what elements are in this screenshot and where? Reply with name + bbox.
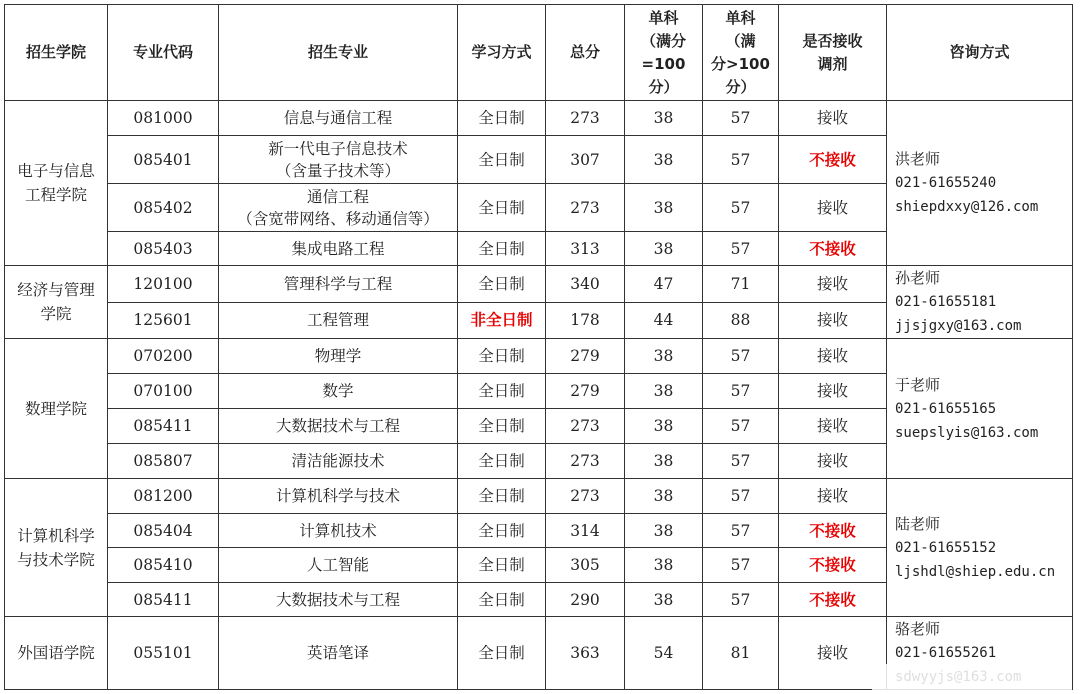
study-mode-cell: 全日制 bbox=[458, 136, 546, 184]
study-mode-cell: 全日制 bbox=[458, 514, 546, 548]
contact-cell bbox=[887, 101, 1073, 266]
major-name-line: 计算机科学与技术 bbox=[275, 487, 400, 505]
major-name-cell bbox=[219, 444, 458, 479]
adjust-status-cell: 接收 bbox=[779, 409, 887, 444]
major-name-line: 计算机技术 bbox=[299, 521, 377, 540]
adjust-status-cell: 接收 bbox=[779, 101, 887, 136]
total-score-cell: 363 bbox=[546, 617, 625, 690]
table-row bbox=[5, 479, 1073, 514]
total-score-cell: 273 bbox=[546, 409, 625, 444]
table-row bbox=[5, 266, 1073, 303]
header-line: 单科 bbox=[648, 8, 679, 27]
header-line: 单科 bbox=[725, 8, 756, 27]
single-100-score-cell: 38 bbox=[625, 374, 703, 409]
major-name-line: 信息与通信工程 bbox=[283, 109, 393, 127]
study-mode-cell: 全日制 bbox=[458, 101, 546, 136]
contact-teacher: 陆老师 bbox=[895, 514, 941, 533]
single-100-score-cell: 38 bbox=[625, 136, 703, 184]
major-name-line: 人工智能 bbox=[306, 556, 369, 574]
single-100-score-cell: 38 bbox=[625, 444, 703, 479]
contact-email[interactable]: shiepdxxy@126.com bbox=[895, 199, 1039, 215]
single-over-100-score-cell: 71 bbox=[703, 266, 779, 303]
study-mode-cell: 全日制 bbox=[458, 184, 546, 232]
header-row bbox=[5, 5, 1073, 101]
college-cell bbox=[5, 339, 108, 479]
contact-phone: 021-61655261 bbox=[895, 645, 997, 661]
major-code-cell: 085401 bbox=[108, 136, 219, 184]
major-name-cell bbox=[219, 339, 458, 374]
contact-email[interactable]: suepslyis@163.com bbox=[895, 424, 1039, 441]
study-mode-cell: 全日制 bbox=[458, 479, 546, 514]
single-100-score-cell: 44 bbox=[625, 302, 703, 339]
study-mode-cell: 全日制 bbox=[458, 617, 546, 690]
major-code-cell: 081200 bbox=[108, 479, 219, 514]
major-code-cell: 125601 bbox=[108, 302, 219, 339]
contact-teacher: 骆老师 bbox=[895, 620, 941, 638]
header-single-100 bbox=[625, 5, 703, 101]
table-row bbox=[5, 339, 1073, 374]
single-100-score-cell: 38 bbox=[625, 548, 703, 583]
major-code-cell: 085410 bbox=[108, 548, 219, 583]
adjust-status-cell: 接收 bbox=[779, 617, 887, 690]
single-over-100-score-cell: 57 bbox=[703, 101, 779, 136]
contact-cell bbox=[887, 479, 1073, 617]
major-name-cell bbox=[219, 232, 458, 266]
single-100-score-cell: 38 bbox=[625, 184, 703, 232]
total-score-cell: 273 bbox=[546, 184, 625, 232]
study-mode-cell: 非全日制 bbox=[458, 302, 546, 339]
major-name-cell bbox=[219, 617, 458, 690]
total-score-cell: 307 bbox=[546, 136, 625, 184]
adjust-status-cell: 不接收 bbox=[779, 514, 887, 548]
header-line: 分>100 bbox=[711, 54, 770, 73]
table-row bbox=[5, 101, 1073, 136]
adjust-status-cell: 接收 bbox=[779, 339, 887, 374]
single-100-score-cell: 38 bbox=[625, 583, 703, 617]
adjust-status-cell: 不接收 bbox=[779, 583, 887, 617]
single-100-score-cell: 38 bbox=[625, 232, 703, 266]
adjust-status-cell: 接收 bbox=[779, 444, 887, 479]
adjust-status-cell: 接收 bbox=[779, 184, 887, 232]
single-100-score-cell: 38 bbox=[625, 479, 703, 514]
major-code-cell: 085411 bbox=[108, 409, 219, 444]
major-code-cell: 081000 bbox=[108, 101, 219, 136]
contact-email[interactable]: jjsjgxy@163.com bbox=[895, 318, 1022, 334]
adjust-status-cell: 接收 bbox=[779, 479, 887, 514]
header-line: （满分 bbox=[640, 31, 686, 50]
study-mode-cell: 全日制 bbox=[458, 266, 546, 303]
major-name-line: 物理学 bbox=[314, 347, 362, 365]
major-name-line: 管理科学与工程 bbox=[283, 274, 393, 293]
header-adjust bbox=[779, 5, 887, 101]
major-code-cell: 085402 bbox=[108, 184, 219, 232]
single-100-score-cell: 38 bbox=[625, 101, 703, 136]
study-mode-cell: 全日制 bbox=[458, 444, 546, 479]
contact-teacher: 孙老师 bbox=[895, 269, 941, 287]
college-name-line: 外国语学院 bbox=[17, 644, 95, 662]
major-name-line: 清洁能源技术 bbox=[291, 452, 385, 470]
major-name-line: 工程管理 bbox=[306, 311, 369, 330]
single-over-100-score-cell: 57 bbox=[703, 374, 779, 409]
contact-cell bbox=[887, 339, 1073, 479]
header-line: =100 bbox=[641, 54, 686, 73]
header-major: 招生专业 bbox=[219, 5, 458, 101]
single-100-score-cell: 38 bbox=[625, 514, 703, 548]
total-score-cell: 279 bbox=[546, 339, 625, 374]
college-cell bbox=[5, 479, 108, 617]
study-mode-cell: 全日制 bbox=[458, 339, 546, 374]
single-over-100-score-cell: 57 bbox=[703, 514, 779, 548]
major-name-line: 通信工程 bbox=[306, 187, 369, 206]
header-line: 是否接收 bbox=[802, 31, 863, 50]
study-mode-cell: 全日制 bbox=[458, 374, 546, 409]
study-mode-cell: 全日制 bbox=[458, 548, 546, 583]
college-name-line: 计算机科学 bbox=[17, 526, 95, 545]
total-score-cell: 273 bbox=[546, 101, 625, 136]
major-name-line: 新一代电子信息技术 bbox=[268, 139, 408, 158]
single-over-100-score-cell: 57 bbox=[703, 409, 779, 444]
college-cell bbox=[5, 101, 108, 266]
adjust-status-cell: 接收 bbox=[779, 302, 887, 339]
major-name-line: 大数据技术与工程 bbox=[275, 590, 400, 609]
college-cell bbox=[5, 266, 108, 339]
college-cell bbox=[5, 617, 108, 690]
total-score-cell: 305 bbox=[546, 548, 625, 583]
college-name-line: 学院 bbox=[40, 305, 72, 323]
adjust-status-cell: 不接收 bbox=[779, 232, 887, 266]
major-name-line: 大数据技术与工程 bbox=[275, 417, 400, 435]
major-name-line: 英语笔译 bbox=[306, 644, 369, 662]
major-code-cell: 055101 bbox=[108, 617, 219, 690]
study-mode-cell: 全日制 bbox=[458, 409, 546, 444]
header-line: 调剂 bbox=[817, 54, 848, 73]
single-100-score-cell: 38 bbox=[625, 409, 703, 444]
major-name-cell bbox=[219, 184, 458, 232]
total-score-cell: 290 bbox=[546, 583, 625, 617]
major-name-cell bbox=[219, 548, 458, 583]
header-line: 分） bbox=[648, 77, 679, 96]
header-total: 总分 bbox=[546, 5, 625, 101]
adjust-status-cell: 接收 bbox=[779, 266, 887, 303]
major-name-cell bbox=[219, 479, 458, 514]
total-score-cell: 340 bbox=[546, 266, 625, 303]
adjust-status-cell: 接收 bbox=[779, 374, 887, 409]
major-code-cell: 070100 bbox=[108, 374, 219, 409]
single-over-100-score-cell: 57 bbox=[703, 583, 779, 617]
header-contact: 咨询方式 bbox=[887, 5, 1073, 101]
single-100-score-cell: 47 bbox=[625, 266, 703, 303]
major-code-cell: 085403 bbox=[108, 232, 219, 266]
single-over-100-score-cell: 57 bbox=[703, 479, 779, 514]
header-mode: 学习方式 bbox=[458, 5, 546, 101]
header-line: 分） bbox=[725, 77, 756, 96]
major-name-cell bbox=[219, 302, 458, 339]
major-name-cell bbox=[219, 266, 458, 303]
single-100-score-cell: 54 bbox=[625, 617, 703, 690]
college-name-line: 工程学院 bbox=[24, 186, 87, 204]
watermark-overlay bbox=[872, 664, 1072, 694]
single-over-100-score-cell: 57 bbox=[703, 184, 779, 232]
contact-teacher: 洪老师 bbox=[895, 150, 941, 168]
header-line: （满 bbox=[725, 31, 756, 50]
single-over-100-score-cell: 57 bbox=[703, 232, 779, 266]
study-mode-cell: 全日制 bbox=[458, 583, 546, 617]
major-code-cell: 085807 bbox=[108, 444, 219, 479]
major-name-line: （含量子技术等） bbox=[275, 161, 400, 180]
study-mode-cell: 全日制 bbox=[458, 232, 546, 266]
single-over-100-score-cell: 57 bbox=[703, 339, 779, 374]
major-name-cell bbox=[219, 374, 458, 409]
contact-cell bbox=[887, 266, 1073, 339]
header-college: 招生学院 bbox=[5, 5, 108, 101]
total-score-cell: 178 bbox=[546, 302, 625, 339]
total-score-cell: 273 bbox=[546, 444, 625, 479]
single-over-100-score-cell: 57 bbox=[703, 548, 779, 583]
contact-phone: 021-61655165 bbox=[895, 400, 997, 417]
header-single-over-100 bbox=[703, 5, 779, 101]
single-over-100-score-cell: 57 bbox=[703, 444, 779, 479]
college-name-line: 与技术学院 bbox=[17, 550, 95, 569]
major-code-cell: 070200 bbox=[108, 339, 219, 374]
total-score-cell: 273 bbox=[546, 479, 625, 514]
adjust-status-cell: 不接收 bbox=[779, 548, 887, 583]
admission-table bbox=[4, 4, 1073, 690]
contact-phone: 021-61655240 bbox=[895, 175, 997, 191]
single-over-100-score-cell: 81 bbox=[703, 617, 779, 690]
header-code: 专业代码 bbox=[108, 5, 219, 101]
total-score-cell: 279 bbox=[546, 374, 625, 409]
college-name-line: 电子与信息 bbox=[17, 162, 95, 180]
total-score-cell: 313 bbox=[546, 232, 625, 266]
single-100-score-cell: 38 bbox=[625, 339, 703, 374]
major-name-cell bbox=[219, 136, 458, 184]
college-name-line: 数理学院 bbox=[24, 399, 87, 418]
total-score-cell: 314 bbox=[546, 514, 625, 548]
major-name-line: 集成电路工程 bbox=[291, 239, 385, 258]
major-code-cell: 085411 bbox=[108, 583, 219, 617]
contact-email[interactable]: ljshdl@shiep.edu.cn bbox=[895, 563, 1056, 580]
major-name-cell bbox=[219, 101, 458, 136]
major-name-line: 数学 bbox=[322, 382, 354, 400]
major-name-cell bbox=[219, 409, 458, 444]
major-name-cell bbox=[219, 583, 458, 617]
major-name-line: （含宽带网络、移动通信等） bbox=[237, 209, 439, 228]
major-code-cell: 085404 bbox=[108, 514, 219, 548]
adjust-status-cell: 不接收 bbox=[779, 136, 887, 184]
contact-teacher: 于老师 bbox=[895, 375, 941, 394]
single-over-100-score-cell: 57 bbox=[703, 136, 779, 184]
major-code-cell: 120100 bbox=[108, 266, 219, 303]
college-name-line: 经济与管理 bbox=[17, 281, 95, 299]
major-name-cell bbox=[219, 514, 458, 548]
contact-phone: 021-61655152 bbox=[895, 539, 997, 556]
single-over-100-score-cell: 88 bbox=[703, 302, 779, 339]
contact-phone: 021-61655181 bbox=[895, 294, 997, 310]
